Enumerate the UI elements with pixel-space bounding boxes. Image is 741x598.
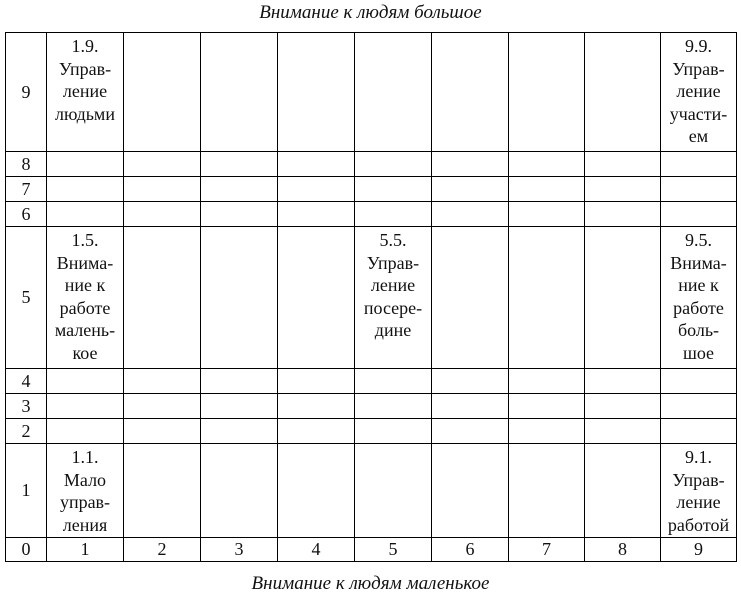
grid-row-6 [6,202,737,227]
grid-cell-7-7 [509,177,585,202]
grid-cell-9-6 [661,202,737,227]
style-label-line: ем [688,126,709,146]
grid-cell-5-4 [355,369,432,394]
grid-cell-7-8 [509,152,585,177]
row-label-9: 9 [6,33,47,152]
grid-cell-8-7 [585,177,661,202]
style-label-line: ние к [678,275,719,295]
style-label-line: 5.5. [379,230,407,250]
grid-cell-8-3 [585,394,661,419]
grid-row-9 [6,33,737,152]
row-label-6: 6 [6,202,47,227]
grid-cell-5-8 [355,152,432,177]
style-label-line: Управ- [672,58,725,79]
style-label-line: 9.1. [685,447,712,467]
style-label-line: Мало [63,469,107,490]
column-label-3: 3 [201,538,278,562]
grid-cell-8-4 [585,369,661,394]
style-label-line: ление [370,275,416,295]
grid-cell-4-1 [278,444,355,538]
grid-cell-4-7 [278,177,355,202]
style-label-line: Внима- [670,252,727,273]
grid-cell-3-7 [201,177,278,202]
column-label-8: 8 [585,538,661,562]
style-label-9-9 [661,33,736,148]
style-label-line: ления [62,514,108,535]
style-label-line: ние к [64,275,106,295]
grid-cell-2-6 [124,202,201,227]
grid-cell-1-7 [47,177,124,202]
style-label-line: управ- [59,492,111,512]
grid-cell-7-9 [509,33,585,152]
grid-cell-5-7 [355,177,432,202]
column-label-1: 1 [47,538,124,562]
grid-row-2 [6,419,737,444]
grid-cell-2-9 [124,33,201,152]
grid-cell-9-1 [661,444,737,538]
grid-row-4 [6,369,737,394]
row-label-5: 5 [6,227,47,369]
grid-cell-6-1 [432,444,509,538]
grid-cell-4-9 [278,33,355,152]
grid-cell-7-6 [509,202,585,227]
grid-cell-3-8 [201,152,278,177]
style-label-line: работе [673,297,724,318]
style-label-line: ление [62,81,108,101]
bottom-caption: Внимание к людям маленькое [251,573,490,594]
column-label-row [6,538,737,562]
style-label-line: 1.9. [71,36,99,56]
style-label-line: участи- [669,103,728,124]
grid-cell-3-6 [201,202,278,227]
grid-cell-6-3 [432,394,509,419]
grid-cell-7-5 [509,227,585,369]
style-label-line: шое [682,342,715,363]
grid-cell-9-3 [661,394,737,419]
grid-cell-7-3 [509,394,585,419]
style-label-line: посере- [363,297,423,318]
grid-cell-8-2 [585,419,661,444]
column-label-4: 4 [278,538,355,562]
grid-cell-3-4 [201,369,278,394]
grid-cell-3-1 [201,444,278,538]
grid-cell-1-1 [47,444,124,538]
row-label-2: 2 [6,419,47,444]
grid-cell-7-4 [509,369,585,394]
row-label-7: 7 [6,177,47,202]
grid-cell-9-8 [661,152,737,177]
style-label-line: Управ- [672,469,725,490]
grid-cell-2-2 [124,419,201,444]
grid-cell-4-8 [278,152,355,177]
column-label-7: 7 [509,538,585,562]
grid-cell-1-9 [47,33,124,152]
grid-cell-3-9 [201,33,278,152]
row-label-4: 4 [6,369,47,394]
grid-cell-3-2 [201,419,278,444]
style-label-1-5 [47,227,123,364]
grid-row-3 [6,394,737,419]
grid-cell-4-2 [278,419,355,444]
grid-row-1 [6,444,737,538]
grid-row-7 [6,177,737,202]
grid-cell-1-4 [47,369,124,394]
style-label-9-5 [661,227,736,364]
grid-cell-4-3 [278,394,355,419]
style-label-line: 1.1. [71,447,99,467]
grid-cell-4-6 [278,202,355,227]
column-label-9: 9 [661,538,737,562]
style-label-line: Управ- [366,252,420,273]
style-label-1-1 [47,444,123,536]
managerial-grid [5,32,737,562]
style-label-line: Внима- [56,252,114,273]
grid-cell-5-2 [355,419,432,444]
row-label-8: 8 [6,152,47,177]
grid-cell-8-6 [585,202,661,227]
style-label-line: Управ- [58,58,112,79]
grid-cell-1-8 [47,152,124,177]
grid-cell-8-5 [585,227,661,369]
style-label-line: малень- [54,320,116,340]
grid-cell-1-2 [47,419,124,444]
row-label-1: 1 [6,444,47,538]
grid-cell-6-2 [432,419,509,444]
style-label-line: ление [676,81,721,101]
grid-cell-2-7 [124,177,201,202]
grid-cell-3-5 [201,227,278,369]
style-label-line: 1.5. [71,230,99,250]
style-label-line: ление [676,492,721,512]
grid-cell-4-4 [278,369,355,394]
grid-cell-2-5 [124,227,201,369]
grid-cell-6-9 [432,33,509,152]
grid-cell-9-2 [661,419,737,444]
grid-cell-9-9 [661,33,737,152]
grid-cell-2-4 [124,369,201,394]
grid-cell-6-4 [432,369,509,394]
style-label-5-5 [355,227,431,342]
column-label-0: 0 [6,538,47,562]
style-label-9-1 [661,444,736,536]
style-label-line: боль- [677,320,720,340]
style-label-line: работе [59,297,111,318]
grid-cell-9-7 [661,177,737,202]
grid-cell-8-8 [585,152,661,177]
grid-cell-2-1 [124,444,201,538]
grid-cell-2-3 [124,394,201,419]
grid-row-5 [6,227,737,369]
grid-cell-1-6 [47,202,124,227]
grid-cell-7-2 [509,419,585,444]
style-label-line: 9.9. [685,36,712,56]
style-label-line: 9.5. [685,230,712,250]
column-label-6: 6 [432,538,509,562]
grid-cell-5-1 [355,444,432,538]
style-label-line: дине [374,320,412,340]
style-label-line: работой [667,514,730,535]
grid-cell-5-6 [355,202,432,227]
grid-cell-5-5 [355,227,432,369]
grid-cell-8-1 [585,444,661,538]
style-label-line: людьми [55,103,115,124]
grid-cell-1-5 [47,227,124,369]
grid-cell-4-5 [278,227,355,369]
grid-cell-7-1 [509,444,585,538]
column-label-5: 5 [355,538,432,562]
grid-cell-2-8 [124,152,201,177]
top-caption: Внимание к людям большое [259,2,482,23]
grid-cell-9-4 [661,369,737,394]
style-label-line: кое [72,342,98,363]
grid-cell-5-3 [355,394,432,419]
grid-row-8 [6,152,737,177]
grid-cell-1-3 [47,394,124,419]
grid-cell-5-9 [355,33,432,152]
grid-cell-3-3 [201,394,278,419]
column-label-2: 2 [124,538,201,562]
grid-cell-9-5 [661,227,737,369]
grid-cell-6-5 [432,227,509,369]
grid-cell-6-8 [432,152,509,177]
style-label-1-9 [47,33,123,125]
grid-cell-8-9 [585,33,661,152]
grid-cell-6-6 [432,202,509,227]
row-label-3: 3 [6,394,47,419]
grid-cell-6-7 [432,177,509,202]
